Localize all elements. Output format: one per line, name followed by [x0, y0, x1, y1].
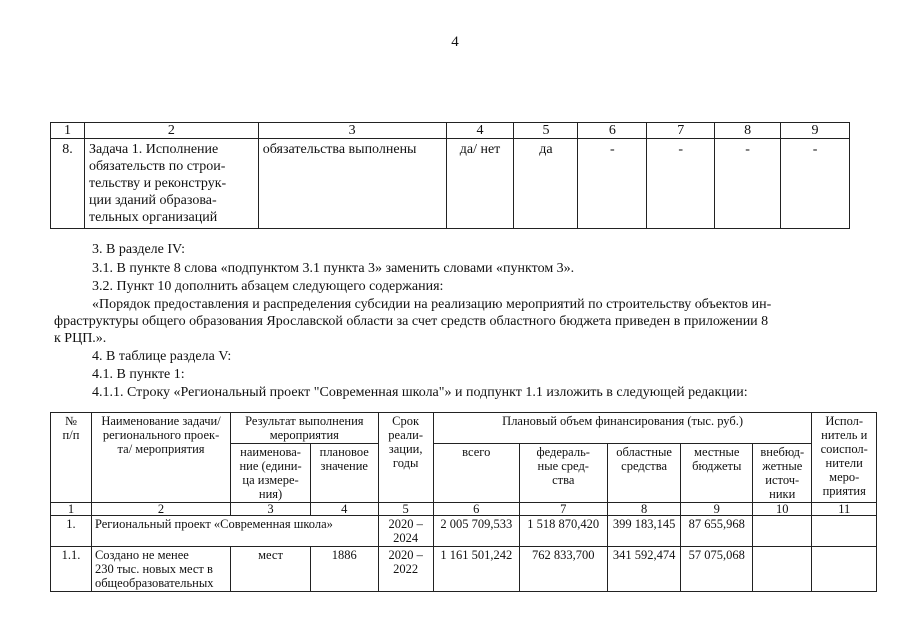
hdr-line: бюджеты: [692, 459, 742, 473]
hdr-total: всего: [433, 444, 519, 503]
paragraph: 4.1.1. Строку «Региональный проект "Современная школа"» и подпункт 1.1 изложить в следующей редакции:: [92, 385, 748, 400]
hdr-line: Испол-: [825, 414, 864, 428]
col-number: 10: [753, 503, 812, 516]
col-header: 7: [647, 123, 715, 139]
term-line: 2020 –: [388, 517, 423, 531]
table-row: [51, 516, 877, 547]
hdr-line: соиспол-: [820, 442, 868, 456]
paragraph: 3. В разделе IV:: [92, 242, 185, 257]
page-number: 4: [451, 34, 459, 50]
hdr-line: жетные: [762, 459, 803, 473]
hdr-line: п/п: [62, 428, 80, 442]
col-number: 6: [433, 503, 519, 516]
hdr-term: [378, 413, 433, 503]
name-line: 230 тыс. новых мест в: [94, 562, 213, 576]
hdr-line: федераль-: [536, 445, 590, 459]
hdr-line: №: [65, 414, 77, 428]
term-line: 2022: [393, 562, 419, 576]
task-line: Задача 1. Исполнение: [88, 142, 219, 157]
hdr-result-plan: [310, 444, 378, 503]
col-header: 6: [578, 123, 647, 139]
hdr-line: нитель и: [821, 428, 868, 442]
hdr-line: наименова-: [240, 445, 301, 459]
col-header: 1: [51, 123, 85, 139]
col-number: 4: [310, 503, 378, 516]
row-regional: 341 592,474: [607, 547, 681, 592]
row-regional: 399 183,145: [607, 516, 681, 547]
task-cell: [84, 139, 258, 229]
row-exec: [812, 547, 877, 592]
hdr-line: ные сред-: [537, 459, 589, 473]
row-federal: 1 518 870,420: [519, 516, 607, 547]
paragraph: 3.2. Пункт 10 дополнить абзацем следующего содержания:: [92, 279, 444, 294]
quote-line: к РЦП.».: [54, 331, 107, 346]
cell: да/ нет: [446, 139, 514, 229]
cell: -: [715, 139, 781, 229]
col-number: 1: [51, 503, 92, 516]
hdr-line: плановое: [319, 445, 369, 459]
quoted-paragraph: [54, 296, 847, 347]
term-line: 2020 –: [388, 548, 423, 562]
hdr-line: приятия: [822, 484, 866, 498]
hdr-line: ния): [258, 487, 283, 501]
hdr-local: [681, 444, 753, 503]
hdr-line: ца измере-: [242, 473, 299, 487]
col-header: 2: [84, 123, 258, 139]
row-number: 8.: [51, 139, 85, 229]
task-line: обязательств по строи-: [88, 159, 226, 174]
hdr-line: та/ мероприятия: [117, 442, 205, 456]
paragraph: 4. В таблице раздела V:: [92, 349, 232, 364]
term-line: 2024: [393, 531, 419, 545]
row-term: [378, 516, 433, 547]
row-extra: [753, 516, 812, 547]
col-header: 9: [781, 123, 850, 139]
hdr-line: областные: [616, 445, 672, 459]
hdr-result: [231, 413, 378, 444]
name-line: общеобразовательных: [94, 576, 214, 590]
hdr-line: значение: [320, 459, 368, 473]
table-row: [51, 139, 850, 229]
col-number: 2: [91, 503, 230, 516]
col-header: 8: [715, 123, 781, 139]
hdr-line: Наименование задачи/: [101, 414, 221, 428]
task-line: тельных организаций: [88, 210, 218, 225]
column-number-row: [51, 503, 877, 516]
hdr-line: ники: [769, 487, 796, 501]
hdr-line: регионального проек-: [102, 428, 220, 442]
row-name: [91, 547, 230, 592]
cell: -: [578, 139, 647, 229]
row-plan: 1886: [310, 547, 378, 592]
cell: -: [781, 139, 850, 229]
row-unit: мест: [231, 547, 311, 592]
col-number: 9: [681, 503, 753, 516]
hdr-line: средства: [621, 459, 668, 473]
hdr-line: ние (едини-: [239, 459, 302, 473]
paragraph: 3.1. В пункте 8 слова «подпунктом 3.1 пункта 3» заменить словами «пунктом 3».: [92, 261, 575, 276]
result-cell: обязательства выполнены: [258, 139, 446, 229]
hdr-name: [91, 413, 230, 503]
hdr-line: источ-: [765, 473, 800, 487]
hdr-line: нители: [825, 456, 863, 470]
name-line: Создано не менее: [94, 548, 189, 562]
cell: -: [647, 139, 715, 229]
row-local: 57 075,068: [681, 547, 753, 592]
hdr-line: внебюд-: [760, 445, 805, 459]
table-finance: [50, 412, 877, 592]
hdr-line: Результат выполнения: [245, 414, 364, 428]
task-line: ции зданий образова-: [88, 193, 217, 208]
hdr-line: зации,: [388, 442, 423, 456]
row-federal: 762 833,700: [519, 547, 607, 592]
row-term: [378, 547, 433, 592]
paragraph: 4.1. В пункте 1:: [92, 367, 185, 382]
hdr-executor: [812, 413, 877, 503]
hdr-line: меро-: [829, 470, 860, 484]
row-number: 1.1.: [51, 547, 92, 592]
col-number: 11: [812, 503, 877, 516]
hdr-federal: [519, 444, 607, 503]
row-exec: [812, 516, 877, 547]
row-total: 2 005 709,533: [433, 516, 519, 547]
task-line: тельству и реконструк-: [88, 176, 227, 191]
hdr-line: ства: [552, 473, 575, 487]
hdr-line: Срок: [392, 414, 420, 428]
hdr-result-name: [231, 444, 311, 503]
row-number: 1.: [51, 516, 92, 547]
hdr-regional: [607, 444, 681, 503]
hdr-number: [51, 413, 92, 503]
quote-line: фраструктуры общего образования Ярославской области за счет средств областного бюджета приведен в приложении 8: [54, 314, 769, 329]
col-header: 4: [446, 123, 514, 139]
row-total: 1 161 501,242: [433, 547, 519, 592]
hdr-line: годы: [392, 456, 419, 470]
hdr-finance: Плановый объем финансирования (тыс. руб.): [433, 413, 812, 444]
col-header: 3: [258, 123, 446, 139]
quote-line: «Порядок предоставления и распределения субсидии на реализацию мероприятий по строительству объектов ин-: [92, 297, 772, 312]
table-header-row: [51, 123, 850, 139]
row-local: 87 655,968: [681, 516, 753, 547]
col-number: 7: [519, 503, 607, 516]
hdr-line: мероприятия: [269, 428, 339, 442]
hdr-extra: [753, 444, 812, 503]
hdr-line: реали-: [388, 428, 423, 442]
col-number: 3: [231, 503, 311, 516]
col-number: 8: [607, 503, 681, 516]
row-extra: [753, 547, 812, 592]
col-header: 5: [514, 123, 578, 139]
row-name: Региональный проект «Современная школа»: [91, 516, 378, 547]
col-number: 5: [378, 503, 433, 516]
hdr-line: местные: [694, 445, 740, 459]
table-row: [51, 547, 877, 592]
header-row: [51, 413, 877, 444]
cell: да: [514, 139, 578, 229]
table-task: [50, 122, 850, 229]
